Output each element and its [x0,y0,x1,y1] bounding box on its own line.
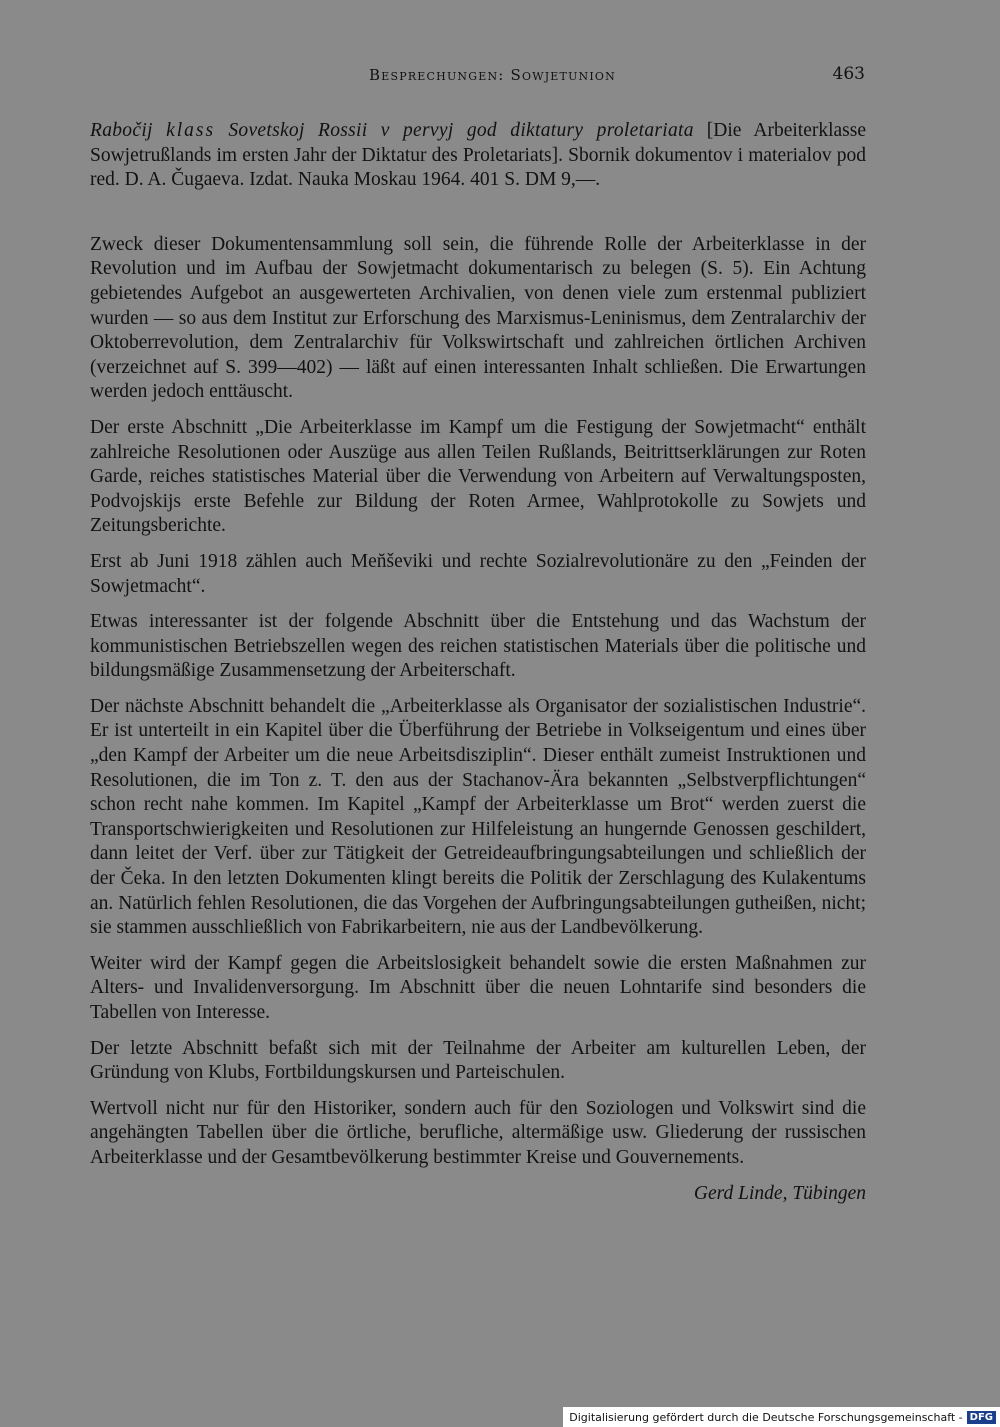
paragraph: Weiter wird der Kampf gegen die Arbeitslosigkeit behandelt sowie die ersten Maßnahmen zur Alters- und Invalidenversorgung. Im Abschnitt über die neuen Lohntarife sind besonders die Tabellen von Interesse. [90,952,866,1023]
paragraph: Der erste Abschnitt „Die Arbeiterklasse im Kampf um die Festigung der Sowjetmacht“ enthält zahlreiche Resolutionen oder Auszüge aus allen Teilen Rußlands, Beitrittserklärungen zur Roten Garde, reiches statistisches Material über die Verwendung von Arbeitern auf Verwaltungsposten, Podvojskijs erste Befehle zur Bildung der Roten Armee, Wahlprotokolle zu Sowjets und Zeitungsberichte. [90,416,866,537]
paragraph: Erst ab Juni 1918 zählen auch Men̆ševiki und rechte Sozialrevolutionäre zu den „Feinden der Sowjetmacht“. [90,550,866,597]
paragraph: Etwas interessanter ist der folgende Abschnitt über die Entstehung und das Wachstum der kommunistischen Betriebszellen wegen des reichen statistischen Materials über die politische und bildungsmäßige Zusammensetzung der Arbeiterschaft. [90,611,866,682]
book-title-part2: Sovetskoj Rossii v pervyj god diktatury proletariata [215,120,694,141]
book-title-spaced: klass [166,120,216,141]
book-citation [90,119,866,193]
page-header [120,64,865,92]
footer-text: Digitalisierung gefördert durch die Deutsche Forschungsgemeinschaft - [569,1410,963,1424]
book-details: [Die Arbeiterklasse Sowjetrußlands im ersten Jahr der Diktatur des Proletariats]. Sbornik dokumentov i materialov pod red. D. A. Čugaeva. Izdat. Nauka Moskau 1964. 401 S. DM 9,—. [90,120,866,191]
digitization-footer [563,1407,1000,1427]
book-title [90,120,694,141]
paragraph: Der nächste Abschnitt behandelt die „Arbeiterklasse als Organisator der sozialistischen Industrie“. Er ist unterteilt in ein Kapitel über die Überführung der Betriebe in Volkseigentum und eines über „den Kampf der Arbeiter um die neue Arbeitsdisziplin“. Dieser enthält zumeist Instruktionen und Resolutionen, die im Ton z. T. den aus der Stachanov-Ära bekannten „Selbstverpflichtungen“ schon recht nahe kommen. Im Kapitel „Kampf der Arbeiterklasse um Brot“ werden zuerst die Transportschwierigkeiten und Resolutionen zur Hilfeleistung an hungernde Genossen geschildert, dann leitet der Verf. über zur Tätigkeit der Getreideaufbringungsabteilungen und schließlich der der Čeka. In den letzten Dokumenten klingt bereits die Politik der Zerschlagung des Kulakentums an. Natürlich fehlen Resolutionen, die das Vorgehen der Aufbringungsabteilungen gutheißen, nicht; sie stammen ausschließlich von Fabrikarbeitern, nie aus der Landbevölkerung. [90,695,866,939]
reviewer-signature: Gerd Linde, Tübingen [693,1182,866,1204]
paragraph: Zweck dieser Dokumentensammlung soll sein, die führende Rolle der Arbeiterklasse in der Revolution und im Aufbau der Sowjetmacht dokumentarisch zu belegen (S. 5). Ein Achtung gebietendes Aufgebot an ausgewerteten Archivalien, von denen viele zum erstenmal publiziert wurden — so aus dem Institut zur Erforschung des Marxismus-Leninismus, dem Zentralarchiv der Oktoberrevolution, dem Zentralarchiv für Volkswirtschaft und zahlreichen örtlichen Archiven (verzeichnet auf S. 399—402) — läßt auf einen interessanten Inhalt schließen. Die Erwartungen werden jedoch enttäuscht. [90,233,866,403]
paragraph: Wertvoll nicht nur für den Historiker, sondern auch für den Soziologen und Volkswirt sind die angehängten Tabellen über die örtliche, berufliche, altermäßige usw. Gliederung der russischen Arbeiterklasse und der Gesamtbevölkerung bestimmter Kreise und Gouvernements. [90,1097,866,1168]
paragraph: Der letzte Abschnitt befaßt sich mit der Teilnahme der Arbeiter am kulturellen Leben, der Gründung von Klubs, Fortbildungskursen und Parteischulen. [90,1037,866,1084]
running-title: Besprechungen: Sowjetunion [369,66,616,84]
page-number: 463 [832,64,865,84]
dfg-logo-icon: DFG [967,1411,996,1424]
book-title-part1: Rabočij [90,120,167,141]
review-body [90,119,866,1206]
